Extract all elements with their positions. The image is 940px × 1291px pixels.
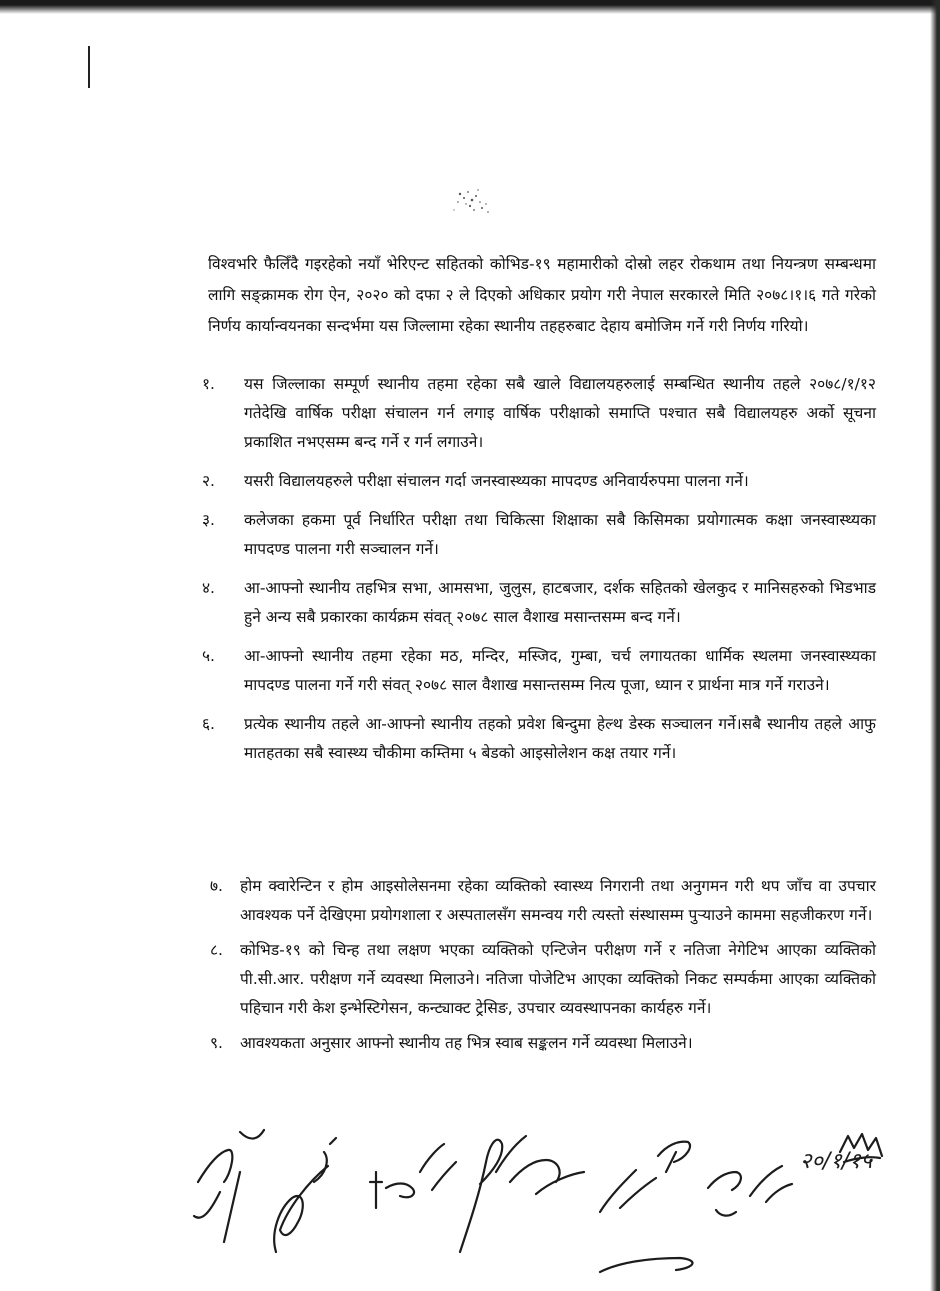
item-text: कलेजका हकमा पूर्व निर्धारित परीक्षा तथा चिकित्सा शिक्षाका सबै किसिमका प्रयोगात्मक कक्षा जनस्वास्थ्यका मापदण्ड पालना गरी सञ्चालन गर्ने। [244,511,876,558]
list-item [196,710,876,768]
list-item [196,574,876,632]
intro-paragraph: विश्वभरि फैलिँदै गइरहेको नयाँ भेरिएन्ट सहितको कोभिड-१९ महामारीको दोस्रो लहर रोकथाम तथा नियन्त्रण सम्बन्धमा लागि सङ्क्रामक रोग ऐन, २०२० को दफा २ ले दिएको अधिकार प्रयोग गरी नेपाल सरकारले मिति २०७८।१।६ गते गरेको निर्णय कार्यान्वयनका सन्दर्भमा यस जिल्लामा रहेका स्थानीय तहहरुबाट देहाय बमोजिम गर्ने गरी निर्णय गरियो। [208,254,876,335]
signature-5 [600,1142,692,1272]
item-text: आ-आफ्नो स्थानीय तहमा रहेका मठ, मन्दिर, मस्जिद, गुम्बा, चर्च लगायतका धार्मिक स्थलमा जनस्वास्थ्यका मापदण्ड पालना गर्ने गरी संवत् २०७८ साल वैशाख मसान्तसम्म नित्य पूजा, ध्यान र प्रार्थना मात्र गर्ने गराउने। [244,647,876,694]
list-item [196,1029,876,1058]
signature-4 [460,1136,584,1252]
signature-3 [370,1144,456,1208]
list-item [196,936,876,1023]
item-text: कोभिड-१९ को चिन्ह तथा लक्षण भएका व्यक्तिको एन्टिजेन परीक्षण गर्ने र नतिजा नेगेटिभ आएका व्यक्तिको पी.सी.आर. परीक्षण गर्ने व्यवस्था मिलाउने। नतिजा पोजेटिभ आएका व्यक्तिको निकट सम्पर्कमा आएका व्यक्तिको पहिचान गरी केश इन्भेस्टिगेसन, कन्ट्याक्ट ट्रेसिङ, उपचार व्यवस्थापनका कार्यहरु गर्ने। [240,941,876,1017]
decision-list [196,370,876,778]
item-number: १. [202,375,215,393]
item-text: यस जिल्लाका सम्पूर्ण स्थानीय तहमा रहेका सबै खाले विद्यालयहरुलाई सम्बन्धित स्थानीय तहले २०७८/१/१२ गतेदेखि वार्षिक परीक्षा संचालन गर्न लगाइ वार्षिक परीक्षाको समाप्ति पश्चात सबै विद्यालयहरु अर्को सूचना प्रकाशित नभएसम्म बन्द गर्ने र गर्न लगाउने। [244,375,876,451]
item-number: ३. [202,511,215,529]
item-number: ४. [202,579,215,597]
item-number: ६. [202,715,215,733]
scan-edge-right [930,0,940,1291]
list-item [196,872,876,930]
list-item [196,467,876,496]
item-number: २. [202,472,215,490]
item-text: आवश्यकता अनुसार आफ्नो स्थानीय तह भित्र स्वाब सङ्कलन गर्ने व्यवस्था मिलाउने। [240,1034,693,1052]
signature-row [180,1112,900,1282]
signatures-graphic [180,1112,900,1282]
list-item [196,642,876,700]
item-text: आ-आफ्नो स्थानीय तहभित्र सभा, आमसभा, जुलुस, हाटबजार, दर्शक सहितको खेलकुद र मानिसहरुको भिडभाड हुने अन्य सबै प्रकारका कार्यक्रम संवत् २०७८ साल वैशाख मसान्तसम्म बन्द गर्ने। [244,579,876,626]
signature-2 [274,1138,336,1252]
item-number: ७. [210,877,223,895]
item-text: होम क्वारेन्टिन र होम आइसोलेसनमा रहेका व्यक्तिको स्वास्थ्य निगरानी तथा अनुगमन गरी थप जाँच वा उपचार आवश्यक पर्ने देखिएमा प्रयोगशाला र अस्पतालसँग समन्वय गरी त्यस्तो संस्थासम्म पुर्‍याउने काममा सहजीकरण गर्ने। [240,877,876,924]
decision-list-continued [196,872,876,1064]
item-text: यसरी विद्यालयहरुले परीक्षा संचालन गर्दा जनस्वास्थ्यका मापदण्ड अनिवार्यरुपमा पालना गर्ने। [244,472,749,490]
item-number: ८. [210,941,223,959]
item-number: ५. [202,647,215,665]
list-item [196,506,876,564]
list-item [196,370,876,457]
signature-6 [708,1166,792,1216]
margin-mark [88,46,90,88]
signature-1 [194,1130,264,1242]
scan-edge-top [0,0,940,14]
item-number: ९. [210,1034,223,1052]
item-text: प्रत्येक स्थानीय तहले आ-आफ्नो स्थानीय तहको प्रवेश बिन्दुमा हेल्थ डेस्क सञ्चालन गर्ने।सबै स्थानीय तहले आफु मातहतका सबै स्वास्थ्य चौकीमा कम्तिमा ५ बेडको आइसोलेशन कक्ष तयार गर्ने। [244,715,876,762]
stamp-smudge [430,180,510,220]
signature-date: २०/१/१५ [800,1149,873,1174]
